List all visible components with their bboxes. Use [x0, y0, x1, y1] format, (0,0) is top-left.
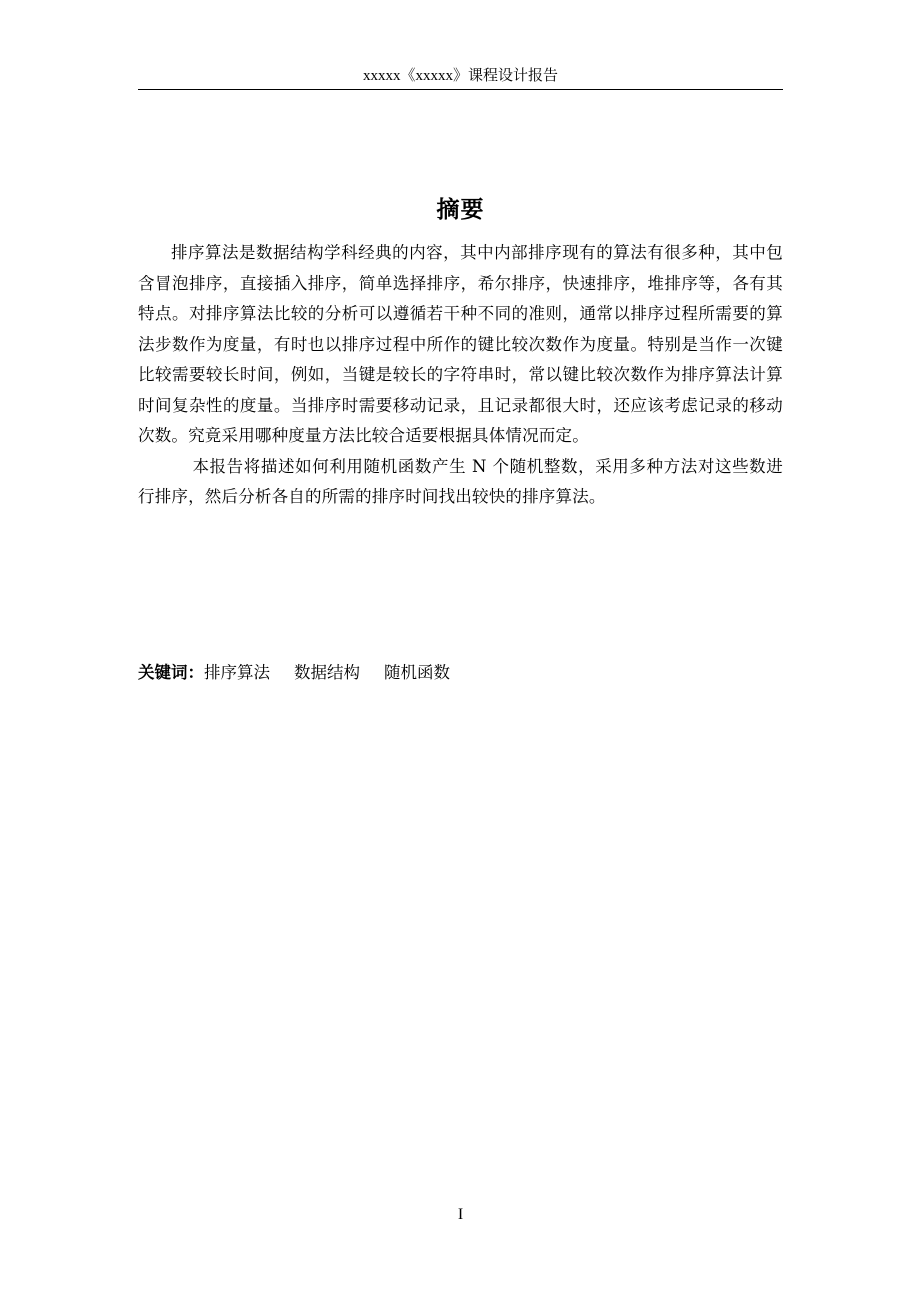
keywords-label: 关键词： — [138, 663, 204, 682]
abstract-paragraph-2: 本报告将描述如何利用随机函数产生 N 个随机整数，采用多种方法对这些数进行排序，然后分析各自的所需的排序时间找出较快的排序算法。 — [138, 456, 783, 506]
keyword-item: 排序算法 — [204, 663, 270, 682]
abstract-paragraph-1: 排序算法是数据结构学科经典的内容，其中内部排序现有的算法有很多种，其中包含冒泡排序，直接插入排序，简单选择排序，希尔排序，快速排序，堆排序等，各有其特点。对排序算法比较的分析可以遵循若干种不同的准则，通常以排序过程所需要的算法步数作为度量，有时也以排序过程中所作的键比较次数作为度量。特别是当作一次键比较需要较长时间，例如，当键是较长的字符串时，常以键比较次数作为排序算法计算时间复杂性的度量。当排序时需要移动记录，且记录都很大时，还应该考虑记录的移动次数。究竟采用哪种度量方法比较合适要根据具体情况而定。 — [138, 243, 783, 445]
keyword-item: 随机函数 — [384, 663, 450, 682]
page-number: I — [457, 1206, 464, 1223]
page-header: xxxxx《xxxxx》课程设计报告 — [362, 68, 558, 84]
keywords-line — [138, 658, 783, 688]
header-rule — [138, 89, 783, 90]
abstract-title: 摘要 — [436, 197, 485, 223]
keyword-item: 数据结构 — [294, 663, 360, 682]
abstract-body — [138, 238, 783, 513]
